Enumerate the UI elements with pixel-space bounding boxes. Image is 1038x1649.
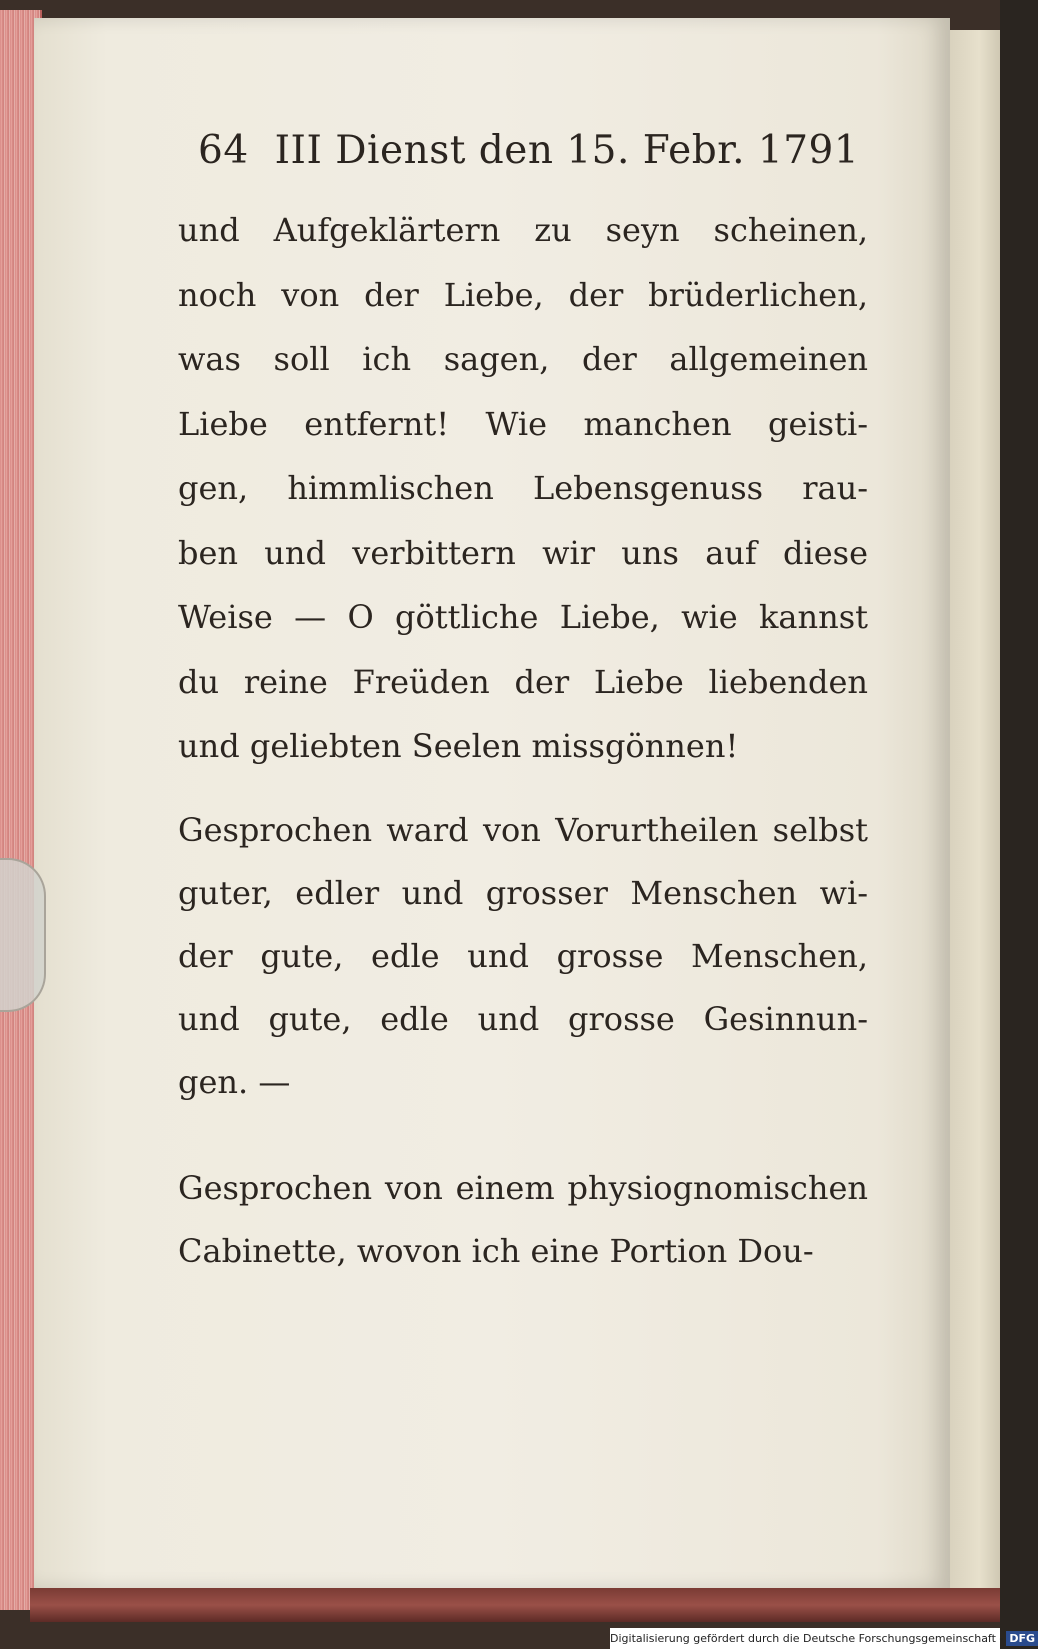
text-line: Gesprochen von einem physiognomischen xyxy=(178,1169,868,1207)
running-title: III Dienst den 15. Febr. 1791 xyxy=(274,128,860,173)
text-line: gen, himmlischen Lebensgenuss rau- xyxy=(178,469,868,507)
book-page-edge-right xyxy=(948,30,1000,1600)
text-line: und Aufgeklärtern zu seyn scheinen, xyxy=(178,211,868,249)
text-line: noch von der Liebe, der brüderlichen, xyxy=(178,275,868,314)
text-line: und geliebten Seelen missgönnen! xyxy=(178,727,739,765)
text-line: ben und verbittern wir uns auf diese xyxy=(178,533,868,572)
text-line: du reine Freüden der Liebe liebenden xyxy=(178,662,868,701)
credit-text: Digitalisierung gefördert durch die Deutsche Forschungsgemeinschaft - xyxy=(610,1632,1004,1645)
page-clip xyxy=(0,858,46,1012)
book-cover-edge-bottom xyxy=(30,1588,1000,1622)
digitization-credit xyxy=(610,1628,1036,1649)
text-line: guter, edler und grosser Menschen wi- xyxy=(178,874,868,912)
book-page xyxy=(34,18,950,1588)
text-line: gen. — xyxy=(178,1063,291,1101)
text-line: Gesprochen ward von Vorurtheilen selbst xyxy=(178,811,868,849)
dfg-logo: DFG xyxy=(1006,1631,1038,1646)
page-number: 64 xyxy=(198,128,249,173)
text-line: der gute, edle und grosse Menschen, xyxy=(178,937,868,975)
text-line: Liebe entfernt! Wie manchen geisti- xyxy=(178,404,868,443)
text-line: Weise — O göttliche Liebe, wie kannst xyxy=(178,598,868,636)
text-line: was soll ich sagen, der allgemeinen xyxy=(178,340,868,378)
text-line: Cabinette, wovon ich eine Portion Dou- xyxy=(178,1232,814,1270)
running-header xyxy=(198,128,860,173)
text-line: und gute, edle und grosse Gesinnun- xyxy=(178,1000,868,1038)
